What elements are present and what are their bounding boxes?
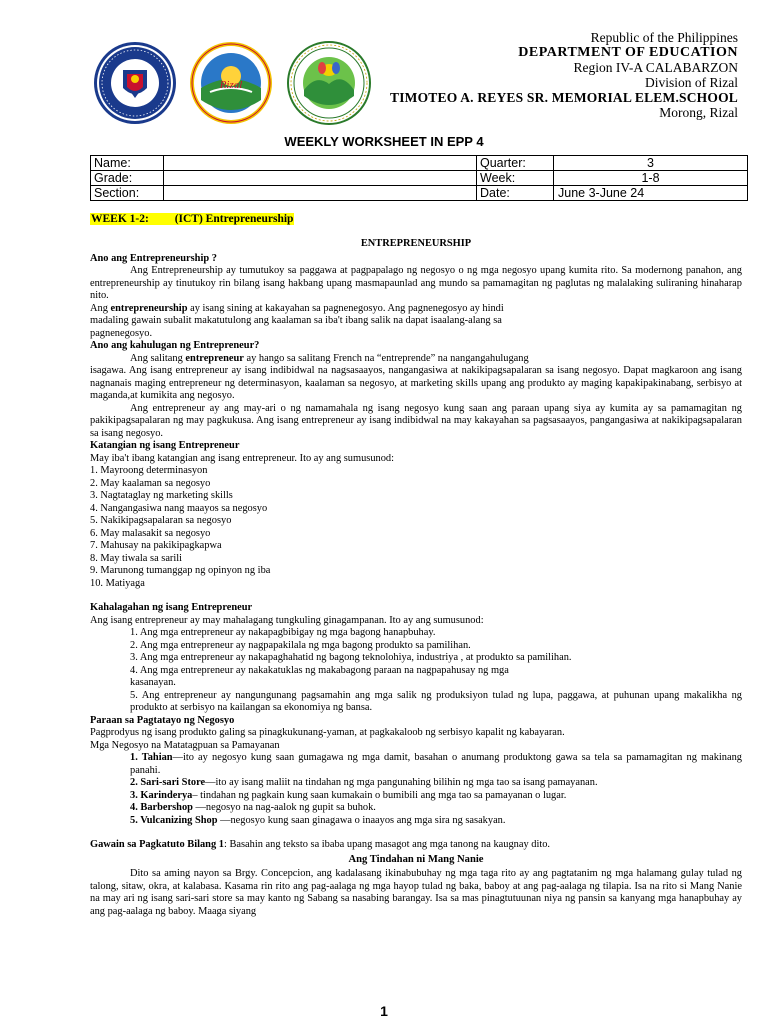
week-label: Week: bbox=[477, 171, 554, 186]
list-item: 4. Nangangasiwa nang maayos sa negosyo bbox=[90, 502, 268, 514]
lesson-content bbox=[90, 238, 742, 918]
paragraph-definition: Ang Entrepreneurship ay tumutukoy sa paggawa at pagpapalago ng negosyo o ng mga negosyo upang kumita rito. Sa modernong panahon, ang entrepreneurship ay tinutukoy rin bilang isang hakbang upang masmapaunlad ang mundo sa pamamagitan ng paglutas ng malalaking suliraning hinaharap nito. bbox=[90, 265, 742, 301]
name-label: Name: bbox=[91, 156, 164, 171]
importance-intro: Ang isang entrepreneur ay may mahalagang tungkuling ginagampanan. Ito ay ang sumusunod: bbox=[90, 614, 484, 626]
heading-importance: Kahalagahan ng isang Entrepreneur bbox=[90, 602, 253, 613]
list-item: 3. Ang mga entrepreneur ay nakapaghahatid ng bagong teknolohiya, industriya , at produkto sa pamilihan. bbox=[130, 652, 572, 663]
question-entrepreneurship: Ano ang Entrepreneurship ? bbox=[90, 252, 217, 264]
roles-list bbox=[130, 627, 742, 715]
question-entrepreneur: Ano ang kahulugan ng Entrepreneur? bbox=[90, 340, 260, 351]
story-text: Dito sa aming nayon sa Brgy. Concepcion, ang kadalasang ikinabubuhay ng mga taga rito ay ang pagtatanim ng mga halamang gulay tulad ng talong, sitaw, okra, at kalabasa. Kasama rin rito ang pag-aalaga ng mga hayop tulad ng baka, baboy at ang pag-aalaga ng tilapia. Isa na rito si Mang Nanie na may ari ng isang sari-sari store sa may kanto ng Sabang sa nasabing barangay. Isa sa mas pinagtutuunan niya ng pansin sa kanyang mga hanapbuhay ay ang pag-aalaga ng baboy. Maaga siyang bbox=[90, 868, 742, 917]
list-item: 2. May kaalaman sa negosyo bbox=[90, 477, 211, 489]
story-title: Ang Tindahan ni Mang Nanie bbox=[348, 853, 484, 865]
list-item: kasanayan. bbox=[130, 677, 176, 688]
deped-seal-logo bbox=[92, 40, 178, 126]
list-item: 1. Mayroong determinasyon bbox=[90, 465, 208, 476]
svg-text:Rizal: Rizal bbox=[219, 79, 243, 91]
list-item: 5. Nakikipagsapalaran sa negosyo bbox=[90, 515, 232, 526]
school-name: TIMOTEO A. REYES SR. MEMORIAL ELEM.SCHOOL bbox=[389, 90, 738, 105]
grade-field[interactable] bbox=[164, 171, 477, 186]
businesses-intro: Mga Negosyo na Matatagpuan sa Pamayanan bbox=[90, 739, 280, 751]
list-item: 2. Sari-sari Store—ito ay isang maliit na tindahan ng mga pangunahing bilihin ng mga tao sa isang pamayanan. bbox=[130, 777, 598, 788]
logo-group bbox=[92, 32, 362, 128]
week-value: 1-8 bbox=[554, 171, 748, 186]
date-value: June 3-June 24 bbox=[554, 186, 748, 201]
worksheet-title: WEEKLY WORKSHEET IN EPP 4 bbox=[284, 134, 484, 149]
school-seal-logo bbox=[286, 40, 372, 126]
rizal-division-seal-logo bbox=[188, 40, 274, 126]
paragraph-origin: Ang salitang entrepreneur ay hango sa salitang French na “entreprende” na nangangahulugang bbox=[130, 352, 529, 364]
division-line: Division of Rizal bbox=[645, 75, 738, 90]
paragraph-art-line2: madaling gawain subalit makatutulong ang kaalaman sa iba't ibang salik na dapat isaalang-alang sa bbox=[90, 315, 502, 326]
student-info-table bbox=[90, 155, 748, 201]
list-item: 4. Barbershop —negosyo na nag-aalok ng gupit sa buhok. bbox=[130, 802, 376, 813]
quarter-label: Quarter: bbox=[477, 156, 554, 171]
list-item: 2. Ang mga entrepreneur ay nagpapakilala ng mga bagong produkto sa pamilihan. bbox=[130, 639, 471, 651]
traits-list bbox=[90, 465, 742, 590]
lesson-title: ENTREPRENEURSHIP bbox=[360, 238, 472, 249]
republic-line: Republic of the Philippines bbox=[590, 30, 738, 45]
list-item: 5. Vulcanizing Shop —negosyo kung saan ginagawa o inaayos ang mga sira ng sasakyan. bbox=[130, 814, 506, 826]
location-line: Morong, Rizal bbox=[659, 105, 738, 120]
paragraph-art-line3: pagnenegosyo. bbox=[90, 327, 153, 339]
section-field[interactable] bbox=[164, 186, 477, 201]
date-label: Date: bbox=[477, 186, 554, 201]
letterhead bbox=[390, 30, 738, 120]
paragraph-origin-rest: isagawa. Ang isang entrepreneur ay isang indibidwal na nagsasaayos, nangangasiwa at nakikipagsapalaran sa isang negosyo. Dapat magkaroon ang isang nagnanais maging entrepreneur ng determinasyon, kaalaman sa negosyo, at marketing skills upang ang produkto ay maging kapakipakinabang, serbisyo at maganda,at kumikita ang negosyo. bbox=[90, 365, 742, 401]
list-item: 1. Ang mga entrepreneur ay nakapagbibigay ng mga bagong hanapbuhay. bbox=[130, 627, 436, 638]
name-field[interactable] bbox=[164, 156, 477, 171]
businesses-list bbox=[130, 752, 742, 827]
paragraph-art: Ang entrepreneurship ay isang sining at kakayahan sa pagnenegosyo. Ang pagnenegosyo ay hindi bbox=[90, 302, 504, 314]
list-item: 3. Nagtataglay ng marketing skills bbox=[90, 490, 233, 501]
methods-text: Pagprodyus ng isang produkto galing sa pinagkukunang-yaman, at pagkakaloob ng serbisyo kapalit ng kabayaran. bbox=[90, 727, 565, 738]
department-line: DEPARTMENT OF EDUCATION bbox=[518, 45, 738, 60]
section-label: Section: bbox=[91, 186, 164, 201]
list-item: 10. Matiyaga bbox=[90, 577, 145, 589]
heading-methods: Paraan sa Pagtatayo ng Negosyo bbox=[90, 714, 235, 726]
grade-label: Grade: bbox=[91, 171, 164, 186]
region-line: Region IV-A CALABARZON bbox=[573, 60, 738, 75]
list-item: 7. Mahusay na pakikipagkapwa bbox=[90, 540, 222, 551]
list-item: 1. Tahian—ito ay negosyo kung saan gumagawa ng mga damit, basahan o anumang produktong gawa sa tela sa pamamagitan ng makinang panahi. bbox=[130, 752, 743, 776]
activity-instruction: Gawain sa Pagkatuto Bilang 1: Basahin ang teksto sa ibaba upang masagot ang mga tanong na kaugnay dito. bbox=[90, 839, 551, 850]
quarter-value: 3 bbox=[554, 156, 748, 171]
list-item: 9. Marunong tumanggap ng opinyon ng iba bbox=[90, 565, 271, 576]
list-item: 8. May tiwala sa sarili bbox=[90, 552, 183, 564]
list-item: 3. Karinderya– tindahan ng pagkain kung saan kumakain o bumibili ang mga tao sa pamayanan o lugar. bbox=[130, 789, 567, 801]
list-item: 5. Ang entrepreneur ay nangungunang pagsamahin ang mga salik ng produksiyon tulad ng lupa, paggawa, at puhunan upang makalikha ng produkto at serbisyo na kailangan sa ekonomiya ng bansa. bbox=[130, 689, 742, 713]
list-item: 6. May malasakit sa negosyo bbox=[90, 527, 211, 539]
list-item: 4. Ang mga entrepreneur ay nakakatuklas ng makabagong paraan na nagpapahusay ng mga bbox=[130, 664, 509, 676]
paragraph-owner: Ang entrepreneur ay ang may-ari o ng namamahala ng isang negosyo kung saan ang paraan upang siya ay kumita ay sa pamamagitan ng pakikipagsapalaran ng may pagkukusa. Ang isang entrepreneur ay isang indibidwal na may kakayahan sa pagsasaayos, pangangasiwa at nakikipagsapalaran sa isang negosyo. bbox=[90, 402, 742, 439]
traits-intro: May iba't ibang katangian ang isang entrepreneur. Ito ay ang sumusunod: bbox=[90, 452, 394, 464]
week-heading: WEEK 1-2: (ICT) Entrepreneurship bbox=[91, 213, 294, 225]
heading-traits: Katangian ng isang Entrepreneur bbox=[90, 440, 240, 451]
page-number: 1 bbox=[380, 1003, 388, 1019]
